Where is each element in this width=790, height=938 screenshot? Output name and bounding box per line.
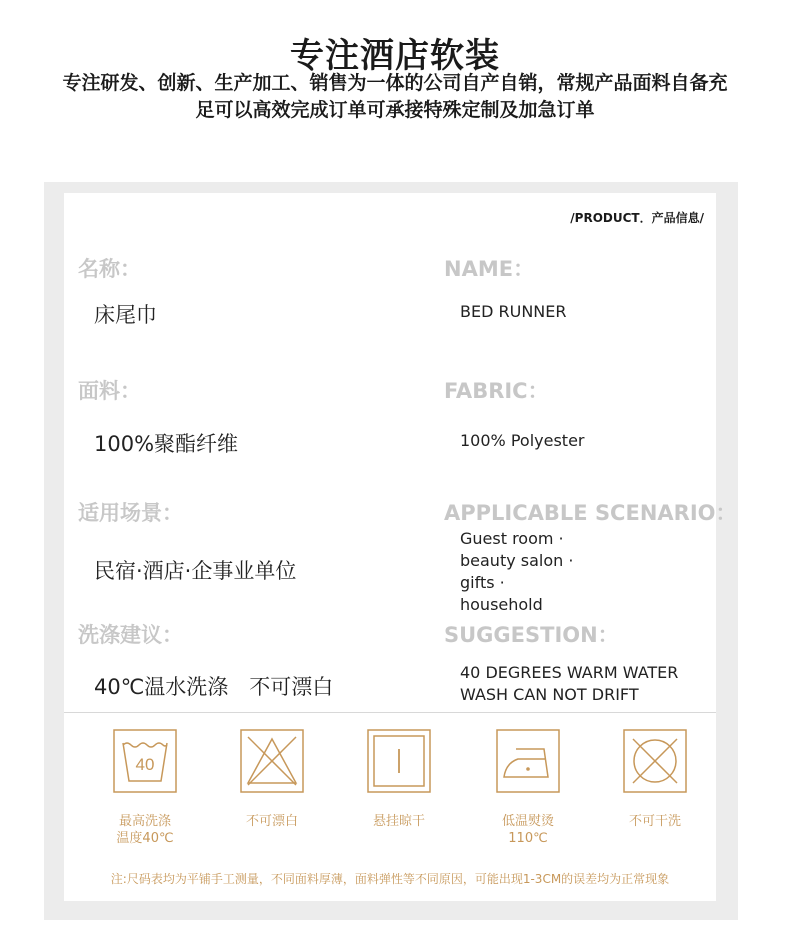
care-label-bleach: 不可漂白 [245,814,298,829]
label-suggestion-cn: 洗涤建议： [78,623,183,647]
label-suggestion-en: SUGGESTION： [444,623,619,647]
care-item-dryclean [612,729,698,830]
value-scenario-en-line: Guest room · [460,529,564,548]
value-name-en [460,301,566,323]
care-label-wash: 最高洗涤 [118,814,171,829]
product-tag: /PRODUCT．产品信息/ [570,211,704,225]
value-fabric-cn: 100%聚酯纤维 [94,432,239,456]
care-label-dryclean: 不可干洗 [628,814,681,829]
label-fabric-cn: 面料： [78,379,141,403]
no-bleach-icon [240,729,304,793]
value-name-cn: 床尾巾 [94,303,157,327]
value-scenario-en-line: gifts · [460,573,505,592]
wash-temp-text: 40 [135,755,155,774]
label-scenario-cn: 适用场景： [78,501,183,525]
care-label-wash: 温度40℃ [116,831,174,846]
label-name-en: NAME： [444,257,535,281]
divider [64,712,716,713]
value-name-en-line: BED RUNNER [460,302,567,321]
wash-40-icon [113,729,177,793]
care-item-dry [356,729,442,830]
value-scenario-cn: 民宿·酒店·企事业单位 [94,559,297,583]
low-iron-icon [496,729,560,793]
no-dry-clean-icon [623,729,687,793]
value-suggestion-en [460,662,678,706]
value-fabric-en [460,430,584,452]
value-suggestion-en-line: 40 DEGREES WARM WATER [460,663,679,682]
label-name-cn: 名称： [78,257,141,281]
value-fabric-en-line: 100% Polyester [460,431,585,450]
care-item-wash [102,729,188,847]
label-scenario-en: APPLICABLE SCENARIO： [444,501,737,525]
care-label-dry: 悬挂晾干 [372,814,425,829]
footnote: 注:尺码表均为平铺手工测量，不同面料厚薄，面料弹性等不同原因，可能出现1-3CM的误差均为正常现象 [110,872,670,886]
product-info-card [64,193,737,901]
page-title: 专注酒店软装 [290,36,500,76]
care-item-bleach [229,729,315,830]
value-scenario-en-line: household [460,595,543,614]
label-fabric-en: FABRIC： [444,379,549,403]
value-suggestion-cn: 40℃温水洗涤 不可漂白 [94,675,334,699]
care-label-iron: 低温熨烫110℃ [501,814,554,846]
value-suggestion-en-line: WASH CAN NOT DRIFT [460,685,639,704]
value-scenario-en [460,528,573,616]
value-scenario-en-line: beauty salon · [460,551,574,570]
intro-text: 专注研发、创新、生产加工、销售为一体的公司自产自销，常规产品面料自备充足可以高效完成订单可承接特殊定制及加急订单 [62,72,728,121]
care-item-iron [485,729,571,847]
line-dry-icon [367,729,431,793]
